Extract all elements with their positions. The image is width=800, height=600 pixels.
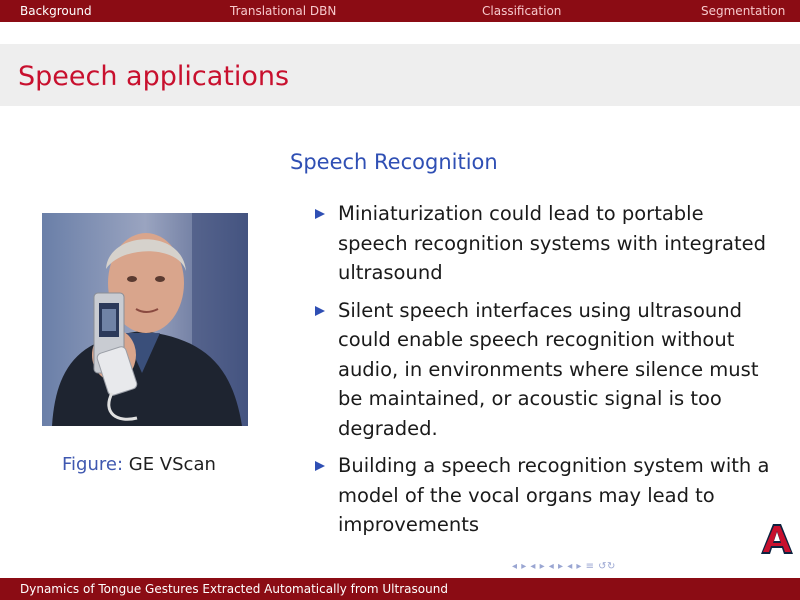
nav-section-background[interactable]: Background bbox=[20, 4, 92, 18]
bullet-list bbox=[312, 199, 772, 548]
figure-label: Figure: bbox=[62, 454, 124, 475]
figure-caption-text: GE VScan bbox=[128, 454, 216, 475]
top-navigation-bar bbox=[0, 0, 800, 22]
bullet-text: Building a speech recognition system with a model of the vocal organs may lead to improvements bbox=[338, 454, 770, 536]
nav-section-classification[interactable]: Classification bbox=[482, 4, 562, 18]
block-title: Speech Recognition bbox=[290, 150, 498, 174]
bullet-item bbox=[312, 199, 772, 288]
bullet-text: Silent speech interfaces using ultrasound could enable speech recognition without audio, in environments where silence must be maintained, or acoustic signal is too degraded. bbox=[338, 298, 759, 440]
beamer-navigation-symbols[interactable]: ◂ ▸ ◂ ▸ ◂ ▸ ◂ ▸ ≡ ↺↻ bbox=[512, 561, 616, 572]
bullet-arrow-icon bbox=[315, 306, 325, 316]
bullet-item bbox=[312, 451, 772, 540]
nav-section-translational-dbn[interactable]: Translational DBN bbox=[230, 4, 337, 18]
slide-title: Speech applications bbox=[18, 61, 290, 92]
figure-caption bbox=[62, 454, 216, 475]
slide-title-bar bbox=[0, 44, 800, 106]
bullet-item bbox=[312, 296, 772, 444]
vscan-photo bbox=[42, 213, 248, 426]
bullet-text: Miniaturization could lead to portable speech recognition systems with integrated ultrasound bbox=[338, 202, 766, 284]
footer-bar bbox=[0, 578, 800, 600]
nav-section-segmentation[interactable]: Segmentation bbox=[701, 4, 786, 18]
bullet-arrow-icon bbox=[315, 461, 325, 471]
bullet-arrow-icon bbox=[315, 209, 325, 219]
university-logo bbox=[760, 522, 794, 556]
footer-title: Dynamics of Tongue Gestures Extracted Automatically from Ultrasound bbox=[20, 582, 448, 596]
